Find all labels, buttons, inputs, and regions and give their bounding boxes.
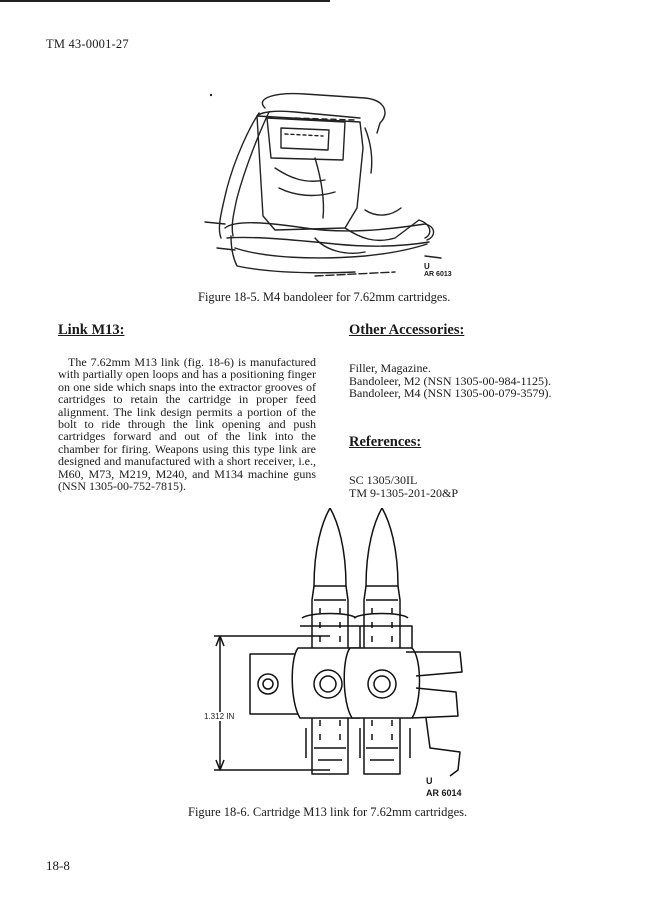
figure-18-5-marker-u: U	[424, 262, 430, 271]
figure-18-6-marker-ar: AR 6014	[426, 788, 462, 798]
top-rule	[0, 0, 330, 2]
bandoleer-illustration	[195, 88, 465, 283]
list-item: TM 9-1305-201-20&P	[349, 485, 458, 500]
references-list	[349, 474, 458, 499]
page-number: 18-8	[46, 858, 70, 873]
figure-18-6-marker-u: U	[426, 776, 433, 786]
figure-18-5-marker-ar: AR 6013	[424, 271, 452, 278]
list-item: Bandoleer, M4 (NSN 1305-00-079-3579).	[349, 386, 552, 401]
list-item: SC 1305/30IL	[349, 473, 418, 487]
document-id: TM 43-0001-27	[46, 37, 129, 51]
link-m13-heading: Link M13:	[58, 322, 125, 338]
figure-18-6-caption: Figure 18-6. Cartridge M13 link for 7.62mm cartridges.	[188, 805, 468, 819]
other-accessories-heading: Other Accessories:	[349, 322, 465, 338]
m13-link-illustration	[210, 508, 470, 783]
dimension-label: 1.312 IN	[204, 712, 235, 721]
link-m13-body	[58, 356, 316, 492]
list-item: Filler, Magazine.	[349, 361, 431, 375]
accessories-list	[349, 362, 552, 400]
references-heading: References:	[349, 434, 422, 450]
list-item: Bandoleer, M2 (NSN 1305-00-984-1125).	[349, 373, 552, 388]
link-m13-paragraph: The 7.62mm M13 link (fig. 18-6) is manufactured with partially open loops and has a positioning finger on one side which snaps into the extractor grooves of cartridges to retain the cartridge in proper feed alignment. The link design permits a portion of the bolt to ride through the link opening and push cartridges forward and out of the link into the chamber for firing. Weapons using this type link are designed and manufactured with a short receiver, i.e., M60, M73, M219, M240, and M134 machine guns (NSN 1305-00-752-7815).	[58, 355, 316, 494]
figure-18-5-caption: Figure 18-5. M4 bandoleer for 7.62mm cartridges.	[198, 290, 451, 304]
